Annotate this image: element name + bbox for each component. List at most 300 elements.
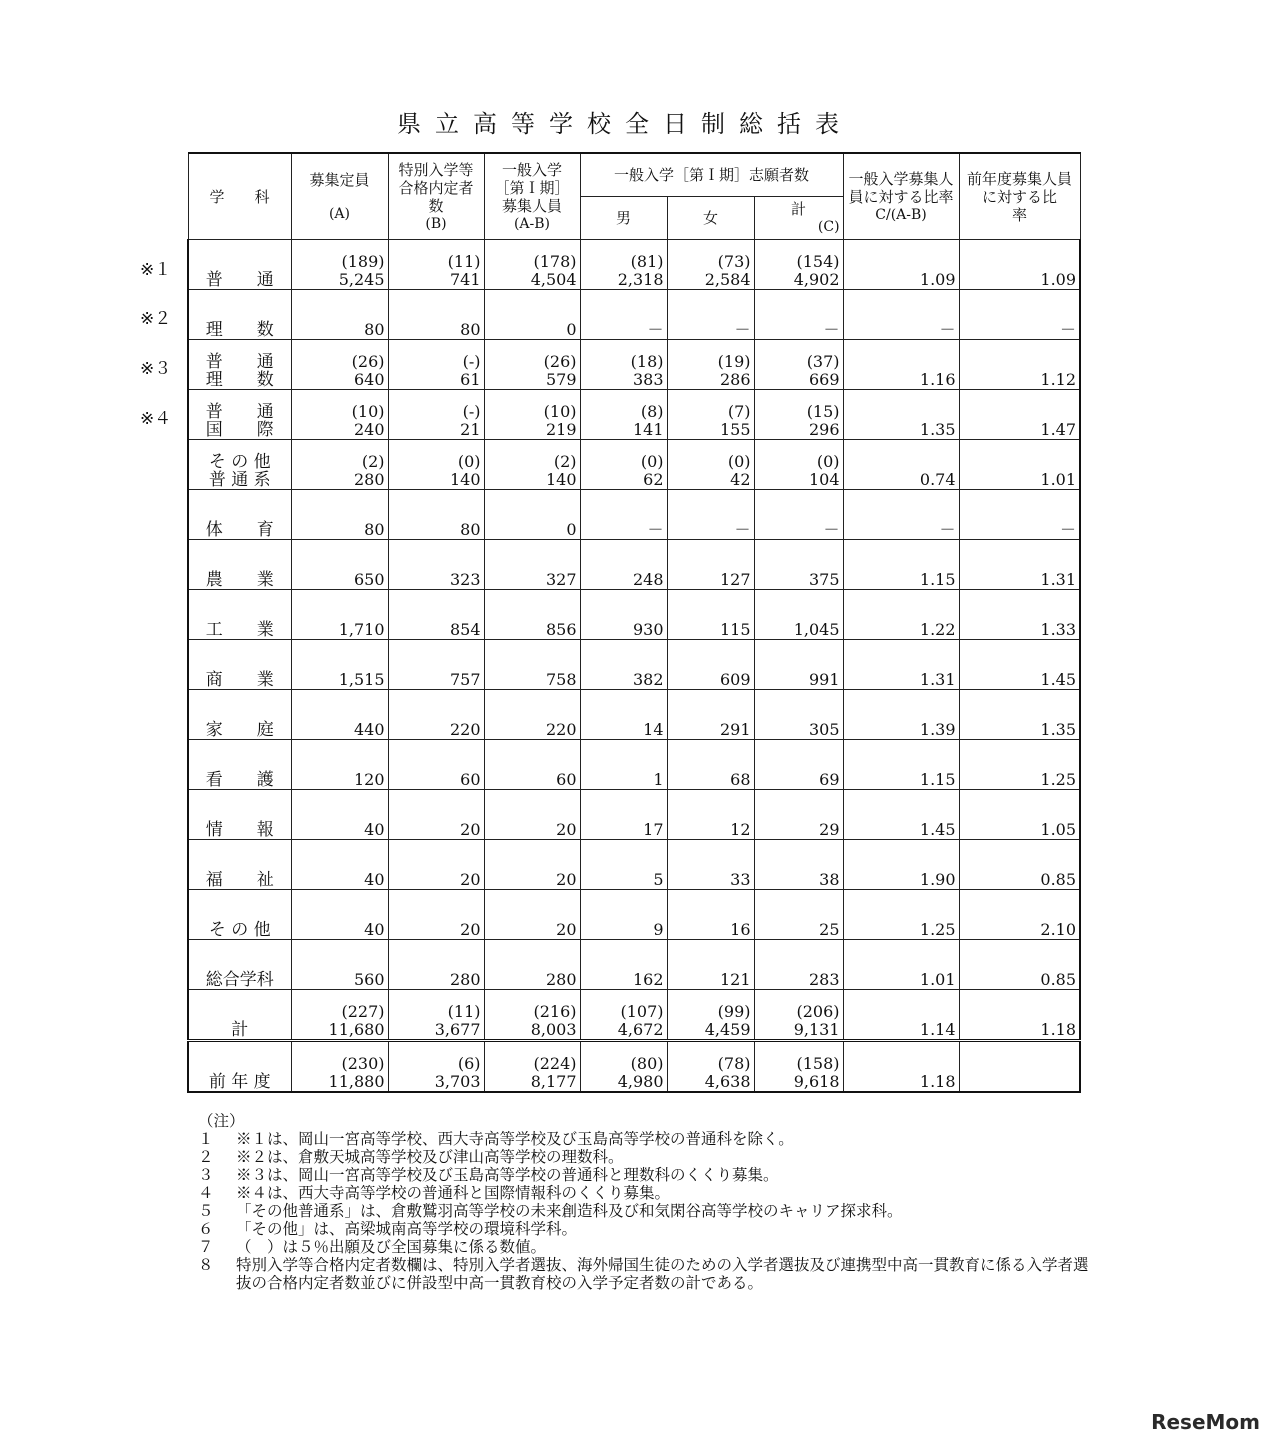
cell-value: 4,504 xyxy=(530,270,577,289)
table-row xyxy=(188,890,1080,940)
table-row xyxy=(188,990,1080,1041)
cell-f xyxy=(667,440,754,490)
marker-4: ※４ xyxy=(140,409,172,429)
cell-value: 11,880 xyxy=(328,1072,385,1091)
summary-table xyxy=(187,152,1088,1093)
cell-ab xyxy=(484,740,580,790)
cell-value: 11,680 xyxy=(328,1020,385,1039)
cell-value: 42 xyxy=(730,470,751,489)
row-label xyxy=(188,440,291,490)
cell-c xyxy=(754,890,843,940)
cell-value: 140 xyxy=(449,470,481,489)
note-item xyxy=(198,1130,1098,1148)
row-label-line2: 情 報 xyxy=(205,820,274,840)
note-text: （ ）は５％出願及び全国募集に係る数値。 xyxy=(236,1238,547,1256)
cell-value: 286 xyxy=(719,370,751,389)
cell-value: 291 xyxy=(719,720,751,739)
note-item xyxy=(198,1202,1098,1220)
note-number: ２ xyxy=(198,1148,214,1166)
header-male: 男 xyxy=(580,197,667,240)
cell-value: 5 xyxy=(653,870,664,889)
cell-a xyxy=(291,840,388,890)
cell-paren-value: (-) xyxy=(462,402,481,421)
cell-prev-ratio: 1.18 xyxy=(959,990,1080,1041)
cell-paren-value: (81) xyxy=(630,252,664,271)
cell-m xyxy=(580,640,667,690)
cell-value: 9,618 xyxy=(793,1072,840,1091)
cell-b xyxy=(388,440,484,490)
row-label-line2: 農 業 xyxy=(205,570,274,590)
row-label xyxy=(188,490,291,540)
cell-m xyxy=(580,590,667,640)
note-item xyxy=(198,1184,1098,1202)
row-label-line1: そ の 他 xyxy=(208,452,271,472)
cell-value: 20 xyxy=(556,870,577,889)
cell-paren-value: (18) xyxy=(630,352,664,371)
table-row xyxy=(188,540,1080,590)
row-label xyxy=(188,540,291,590)
table-row xyxy=(188,840,1080,890)
cell-m xyxy=(580,740,667,790)
cell-ratio: 1.15 xyxy=(843,740,959,790)
cell-m xyxy=(580,940,667,990)
table-row xyxy=(188,340,1080,390)
cell-prev-ratio: 0.85 xyxy=(959,940,1080,990)
page-title: 県立高等学校全日制総括表 xyxy=(397,110,853,138)
cell-ab xyxy=(484,890,580,940)
cell-value: 930 xyxy=(632,620,664,639)
cell-a xyxy=(291,490,388,540)
cell-b xyxy=(388,1041,484,1093)
row-label xyxy=(188,590,291,640)
cell-a xyxy=(291,590,388,640)
cell-value: 280 xyxy=(545,970,577,989)
cell-b xyxy=(388,290,484,340)
cell-m xyxy=(580,990,667,1041)
cell-value: 20 xyxy=(556,920,577,939)
cell-b xyxy=(388,390,484,440)
cell-value: 4,902 xyxy=(793,270,840,289)
cell-paren-value: (73) xyxy=(717,252,751,271)
cell-value: 20 xyxy=(460,870,481,889)
cell-b xyxy=(388,240,484,290)
row-label-line2: 商 業 xyxy=(205,670,274,690)
cell-value: 33 xyxy=(730,870,751,889)
cell-value: 80 xyxy=(364,320,385,339)
header-shigan-group: 一般入学［第Ｉ期］志願者数 xyxy=(580,153,843,197)
row-label-line2: 理 数 xyxy=(205,320,274,340)
cell-prev-ratio: 1.01 xyxy=(959,440,1080,490)
cell-a xyxy=(291,990,388,1041)
note-number: ８ xyxy=(198,1256,214,1274)
cell-prev-ratio: 1.31 xyxy=(959,540,1080,590)
cell-value: 14 xyxy=(643,720,664,739)
cell-m xyxy=(580,690,667,740)
row-label-line2: 普 通 xyxy=(205,270,274,290)
row-label xyxy=(188,340,291,390)
table-row xyxy=(188,290,1080,340)
cell-value: 21 xyxy=(460,420,481,439)
cell-value: 1,045 xyxy=(793,620,840,639)
notes-heading: （注） xyxy=(198,1112,245,1130)
cell-value: 375 xyxy=(808,570,840,589)
cell-m xyxy=(580,790,667,840)
note-number: １ xyxy=(198,1130,214,1148)
table-row xyxy=(188,590,1080,640)
cell-value: 4,638 xyxy=(704,1072,751,1091)
cell-f xyxy=(667,1041,754,1093)
cell-value: 741 xyxy=(449,270,481,289)
cell-paren-value: (-) xyxy=(462,352,481,371)
cell-ab xyxy=(484,290,580,340)
cell-value: 9,131 xyxy=(793,1020,840,1039)
cell-m xyxy=(580,890,667,940)
cell-prev-ratio: － xyxy=(959,490,1080,540)
cell-value: 3,677 xyxy=(434,1020,481,1039)
cell-paren-value: (230) xyxy=(341,1054,385,1073)
cell-value: 8,003 xyxy=(530,1020,577,1039)
cell-ab xyxy=(484,590,580,640)
cell-ratio: － xyxy=(843,290,959,340)
cell-ratio: 0.74 xyxy=(843,440,959,490)
cell-value: － xyxy=(823,520,840,539)
cell-value: 280 xyxy=(449,970,481,989)
cell-paren-value: (26) xyxy=(543,352,577,371)
note-number: ７ xyxy=(198,1238,214,1256)
cell-a xyxy=(291,1041,388,1093)
cell-value: 305 xyxy=(808,720,840,739)
cell-value: 20 xyxy=(460,820,481,839)
cell-value: 640 xyxy=(353,370,385,389)
cell-value: 80 xyxy=(460,520,481,539)
note-item xyxy=(198,1256,1098,1292)
cell-value: － xyxy=(647,520,664,539)
row-label xyxy=(188,390,291,440)
cell-value: 854 xyxy=(449,620,481,639)
cell-a xyxy=(291,540,388,590)
cell-prev-ratio: 1.09 xyxy=(959,240,1080,290)
note-number: ５ xyxy=(198,1202,214,1220)
cell-ab xyxy=(484,840,580,890)
row-label-line2: そ の 他 xyxy=(208,920,271,940)
cell-c xyxy=(754,1041,843,1093)
cell-value: 757 xyxy=(449,670,481,689)
cell-ratio: 1.90 xyxy=(843,840,959,890)
cell-value: 62 xyxy=(643,470,664,489)
cell-paren-value: (154) xyxy=(796,252,840,271)
header-gakka: 学 科 xyxy=(188,153,291,240)
cell-prev-ratio: － xyxy=(959,290,1080,340)
cell-b xyxy=(388,640,484,690)
cell-m xyxy=(580,290,667,340)
cell-value: 141 xyxy=(632,420,664,439)
cell-prev-ratio: 1.35 xyxy=(959,690,1080,740)
cell-c xyxy=(754,840,843,890)
cell-m xyxy=(580,840,667,890)
cell-f xyxy=(667,240,754,290)
note-text: ※１は、岡山一宮高等学校、西大寺高等学校及び玉島高等学校の普通科を除く。 xyxy=(236,1130,794,1148)
table-row xyxy=(188,740,1080,790)
cell-paren-value: (8) xyxy=(640,402,664,421)
row-label-line2: 理 数 xyxy=(205,370,274,390)
cell-value: 68 xyxy=(730,770,751,789)
cell-value: 120 xyxy=(353,770,385,789)
cell-value: 121 xyxy=(719,970,751,989)
cell-m xyxy=(580,1041,667,1093)
row-label-line1: 普 通 xyxy=(205,352,274,372)
header-boshu: 募集定員 (A) xyxy=(291,153,388,240)
cell-f xyxy=(667,290,754,340)
note-text: 「その他」は、高梁城南高等学校の環境科学科。 xyxy=(236,1220,578,1238)
cell-ratio: 1.09 xyxy=(843,240,959,290)
cell-value: 579 xyxy=(545,370,577,389)
row-label-line2: 看 護 xyxy=(205,770,274,790)
cell-paren-value: (80) xyxy=(630,1054,664,1073)
cell-value: 383 xyxy=(632,370,664,389)
row-label xyxy=(188,990,291,1041)
cell-ratio: 1.39 xyxy=(843,690,959,740)
header-tokubetsu: 特別入学等合格内定者数 (B) xyxy=(388,153,484,240)
cell-a xyxy=(291,940,388,990)
cell-paren-value: (2) xyxy=(553,452,577,471)
cell-c xyxy=(754,590,843,640)
cell-value: 20 xyxy=(460,920,481,939)
cell-paren-value: (10) xyxy=(351,402,385,421)
row-label xyxy=(188,690,291,740)
cell-paren-value: (107) xyxy=(620,1002,664,1021)
cell-value: 61 xyxy=(460,370,481,389)
table-row xyxy=(188,240,1080,290)
cell-value: 0 xyxy=(566,520,577,539)
note-item xyxy=(198,1238,1098,1256)
cell-ab xyxy=(484,340,580,390)
cell-value: 280 xyxy=(353,470,385,489)
notes xyxy=(198,1112,1098,1292)
cell-value: 1,710 xyxy=(338,620,385,639)
header-female: 女 xyxy=(667,197,754,240)
cell-f xyxy=(667,490,754,540)
cell-paren-value: (224) xyxy=(533,1054,577,1073)
cell-value: 155 xyxy=(719,420,751,439)
cell-value: 127 xyxy=(719,570,751,589)
marker-3: ※３ xyxy=(140,359,172,379)
row-label xyxy=(188,1041,291,1093)
cell-value: 323 xyxy=(449,570,481,589)
cell-c xyxy=(754,640,843,690)
cell-value: 8,177 xyxy=(530,1072,577,1091)
cell-value: 4,672 xyxy=(617,1020,664,1039)
cell-a xyxy=(291,890,388,940)
cell-prev-ratio: 1.12 xyxy=(959,340,1080,390)
cell-value: 38 xyxy=(819,870,840,889)
cell-paren-value: (7) xyxy=(727,402,751,421)
row-label-line2: 前 年 度 xyxy=(208,1072,271,1092)
cell-ratio: 1.01 xyxy=(843,940,959,990)
cell-value: 1 xyxy=(653,770,664,789)
cell-paren-value: (158) xyxy=(796,1054,840,1073)
cell-prev-ratio: 1.05 xyxy=(959,790,1080,840)
cell-prev-ratio: 2.10 xyxy=(959,890,1080,940)
cell-prev-ratio: 1.47 xyxy=(959,390,1080,440)
cell-value: 991 xyxy=(808,670,840,689)
header-ippan-boshu: 一般入学［第Ｉ期］募集人員 (A-B) xyxy=(484,153,580,240)
cell-value: 12 xyxy=(730,820,751,839)
cell-b xyxy=(388,790,484,840)
cell-ab xyxy=(484,390,580,440)
cell-paren-value: (6) xyxy=(457,1054,481,1073)
cell-f xyxy=(667,790,754,840)
cell-ratio: 1.45 xyxy=(843,790,959,840)
row-label xyxy=(188,640,291,690)
cell-a xyxy=(291,240,388,290)
note-item xyxy=(198,1220,1098,1238)
cell-value: 17 xyxy=(643,820,664,839)
cell-value: 440 xyxy=(353,720,385,739)
cell-paren-value: (0) xyxy=(816,452,840,471)
table-row xyxy=(188,440,1080,490)
cell-f xyxy=(667,640,754,690)
cell-a xyxy=(291,690,388,740)
cell-a xyxy=(291,390,388,440)
cell-value: 220 xyxy=(545,720,577,739)
note-text: 特別入学等合格内定者数欄は、特別入学者選抜、海外帰国生徒のための入学者選抜及び連携型中高一貫教育に係る入学者選抜の合格内定者数並びに併設型中高一貫教育校の入学予定者数の計である。 xyxy=(236,1256,1089,1292)
cell-value: 0 xyxy=(566,320,577,339)
cell-paren-value: (11) xyxy=(447,1002,481,1021)
header-prev-ratio: 前年度募集人員に対する比 率 xyxy=(959,153,1080,240)
cell-ratio: 1.15 xyxy=(843,540,959,590)
cell-value: 4,459 xyxy=(704,1020,751,1039)
row-label-line2: 総合学科 xyxy=(205,970,274,990)
cell-ab xyxy=(484,540,580,590)
cell-paren-value: (10) xyxy=(543,402,577,421)
table-row xyxy=(188,390,1080,440)
cell-value: 60 xyxy=(460,770,481,789)
cell-paren-value: (206) xyxy=(796,1002,840,1021)
cell-c xyxy=(754,790,843,840)
cell-b xyxy=(388,890,484,940)
cell-value: 327 xyxy=(545,570,577,589)
cell-value: 856 xyxy=(545,620,577,639)
marker-1: ※１ xyxy=(140,260,172,280)
cell-prev-ratio xyxy=(959,1041,1080,1093)
cell-paren-value: (19) xyxy=(717,352,751,371)
cell-value: 40 xyxy=(364,920,385,939)
cell-value: － xyxy=(734,520,751,539)
table-row xyxy=(188,640,1080,690)
cell-ratio: 1.16 xyxy=(843,340,959,390)
cell-value: － xyxy=(734,320,751,339)
cell-a xyxy=(291,790,388,840)
cell-prev-ratio: 1.45 xyxy=(959,640,1080,690)
cell-value: 162 xyxy=(632,970,664,989)
cell-b xyxy=(388,540,484,590)
cell-paren-value: (26) xyxy=(351,352,385,371)
note-number: ４ xyxy=(198,1184,214,1202)
header-total: 計 (C) xyxy=(754,197,843,240)
cell-m xyxy=(580,490,667,540)
cell-c xyxy=(754,540,843,590)
note-number: ６ xyxy=(198,1220,214,1238)
cell-c xyxy=(754,990,843,1041)
cell-value: 29 xyxy=(819,820,840,839)
cell-value: 609 xyxy=(719,670,751,689)
note-item xyxy=(198,1166,1098,1184)
cell-paren-value: (0) xyxy=(457,452,481,471)
table-row xyxy=(188,940,1080,990)
cell-b xyxy=(388,740,484,790)
row-label xyxy=(188,790,291,840)
cell-m xyxy=(580,390,667,440)
header-ratio: 一般入学募集人員に対する比率 C/(A-B) xyxy=(843,153,959,240)
row-label-line2: 福 祉 xyxy=(205,870,274,890)
cell-value: 650 xyxy=(353,570,385,589)
cell-value: 1,515 xyxy=(338,670,385,689)
cell-value: 104 xyxy=(808,470,840,489)
cell-prev-ratio: 1.25 xyxy=(959,740,1080,790)
table-row xyxy=(188,490,1080,540)
cell-c xyxy=(754,390,843,440)
table-row xyxy=(188,690,1080,740)
row-label-line2: 工 業 xyxy=(205,620,274,640)
cell-ratio: 1.35 xyxy=(843,390,959,440)
cell-value: 4,980 xyxy=(617,1072,664,1091)
cell-f xyxy=(667,340,754,390)
cell-value: － xyxy=(823,320,840,339)
cell-f xyxy=(667,890,754,940)
cell-f xyxy=(667,690,754,740)
cell-paren-value: (2) xyxy=(361,452,385,471)
row-label xyxy=(188,940,291,990)
cell-c xyxy=(754,440,843,490)
cell-paren-value: (11) xyxy=(447,252,481,271)
cell-a xyxy=(291,740,388,790)
table-row xyxy=(188,1041,1080,1093)
cell-paren-value: (0) xyxy=(727,452,751,471)
cell-b xyxy=(388,690,484,740)
note-item xyxy=(198,1148,1098,1166)
cell-value: 2,318 xyxy=(617,270,664,289)
note-text: ※２は、倉敷天城高等学校及び津山高等学校の理数科。 xyxy=(236,1148,624,1166)
cell-value: 115 xyxy=(719,620,751,639)
cell-value: 9 xyxy=(653,920,664,939)
cell-ratio: 1.14 xyxy=(843,990,959,1041)
cell-paren-value: (178) xyxy=(533,252,577,271)
row-label xyxy=(188,840,291,890)
cell-paren-value: (78) xyxy=(717,1054,751,1073)
cell-a xyxy=(291,440,388,490)
cell-value: 69 xyxy=(819,770,840,789)
cell-b xyxy=(388,490,484,540)
cell-c xyxy=(754,340,843,390)
cell-value: 20 xyxy=(556,820,577,839)
cell-m xyxy=(580,240,667,290)
cell-ratio: － xyxy=(843,490,959,540)
row-label xyxy=(188,240,291,290)
cell-paren-value: (15) xyxy=(806,402,840,421)
row-label-line2: 普 通 系 xyxy=(208,470,271,490)
cell-ab xyxy=(484,490,580,540)
cell-value: 3,703 xyxy=(434,1072,481,1091)
cell-ratio: 1.25 xyxy=(843,890,959,940)
row-label-line2: 計 xyxy=(231,1020,249,1040)
cell-f xyxy=(667,740,754,790)
cell-c xyxy=(754,940,843,990)
cell-f xyxy=(667,990,754,1041)
cell-prev-ratio: 0.85 xyxy=(959,840,1080,890)
cell-value: 40 xyxy=(364,820,385,839)
cell-paren-value: (216) xyxy=(533,1002,577,1021)
cell-paren-value: (99) xyxy=(717,1002,751,1021)
